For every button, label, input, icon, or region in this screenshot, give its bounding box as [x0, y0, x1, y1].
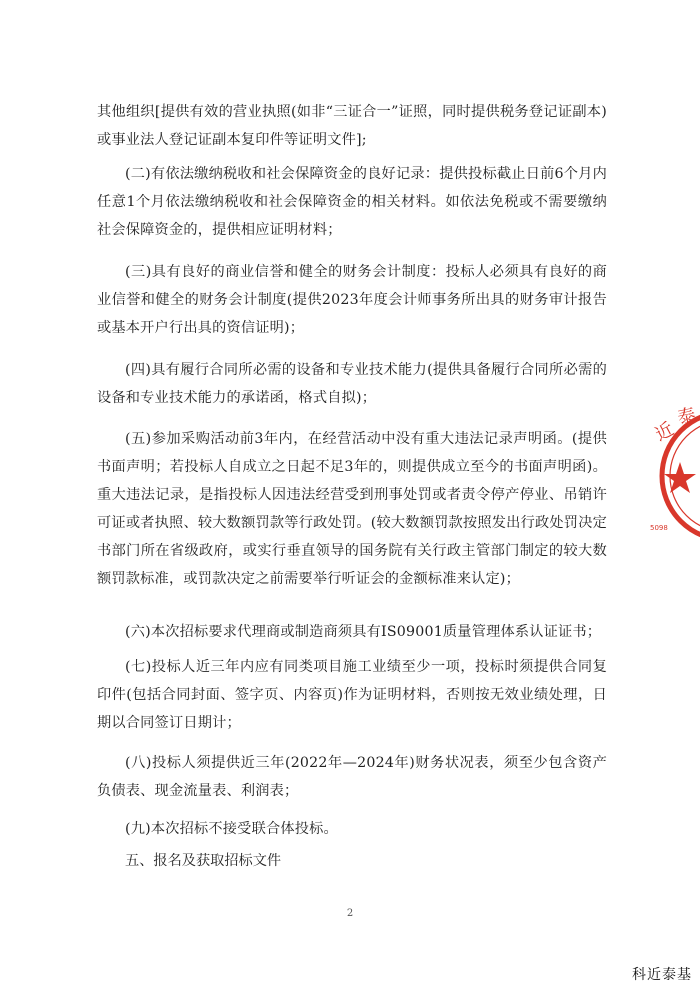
section-heading: 五、报名及获取招标文件 — [125, 853, 282, 869]
paragraph-tax-social-security: (二)有依法缴纳税收和社会保障资金的良好记录：提供投标截止日前6个月内任意1个月依法缴纳税收和社会保障资金的相关材料。如依法免税或不需要缴纳社会保障资金的，提供相应证明材料； — [97, 166, 607, 238]
paragraph-no-violation-record: (五)参加采购活动前3年内，在经营活动中没有重大违法记录声明函。(提供书面声明；若投标人自成立之日起不足3年的，则提供成立至今的书面声明函)。重大违法记录，是指投标人因违法经营受到刑事处罚或者责令停产停业、吊销许可证或者执照、较大数额罚款等行政处罚。(较大数额罚款按照发出行政处罚决定书部门所在省级政府，或实行垂直领导的国务院有关行政主管部门制定的较大数额罚款标准，或罚款决定之前需要举行听证会的金额标准来认定)； — [97, 431, 607, 587]
paragraph-iso9001: (六)本次招标要求代理商或制造商须具有IS09001质量管理体系认证证书； — [125, 624, 602, 640]
watermark-text: 科近泰基 — [632, 967, 692, 983]
paragraph-equipment-capability: (四)具有履行合同所必需的设备和专业技术能力(提供具备履行合同所必需的设备和专业技术能力的承诺函，格式自拟)； — [97, 362, 607, 406]
paragraph-no-consortium: (九)本次招标不接受联合体投标。 — [125, 821, 338, 837]
paragraph-business-reputation: (三)具有良好的商业信誉和健全的财务会计制度：投标人必须具有良好的商业信誉和健全的财务会计制度(提供2023年度会计师事务所出具的财务审计报告或基本开户行出具的资信证明)； — [97, 264, 607, 336]
svg-text:5098: 5098 — [650, 524, 668, 532]
paragraph-financial-statements: (八)投标人须提供近三年(2022年—2024年)财务状况表，须至少包含资产负债表、现金流量表、利润表； — [97, 755, 607, 799]
page-number: 2 — [346, 908, 354, 919]
company-seal-icon — [648, 402, 700, 552]
svg-text:泰: 泰 — [675, 404, 698, 429]
svg-text:近: 近 — [651, 418, 678, 446]
paragraph-qualification-license: 其他组织[提供有效的营业执照(如非“三证合一”证照，同时提供税务登记证副本)或事业法人登记证副本复印件等证明文件]; — [97, 104, 607, 148]
paragraph-project-performance: (七)投标人近三年内应有同类项目施工业绩至少一项，投标时须提供合同复印件(包括合同封面、签字页、内容页)作为证明材料，否则按无效业绩处理，日期以合同签订日期计； — [97, 659, 607, 731]
